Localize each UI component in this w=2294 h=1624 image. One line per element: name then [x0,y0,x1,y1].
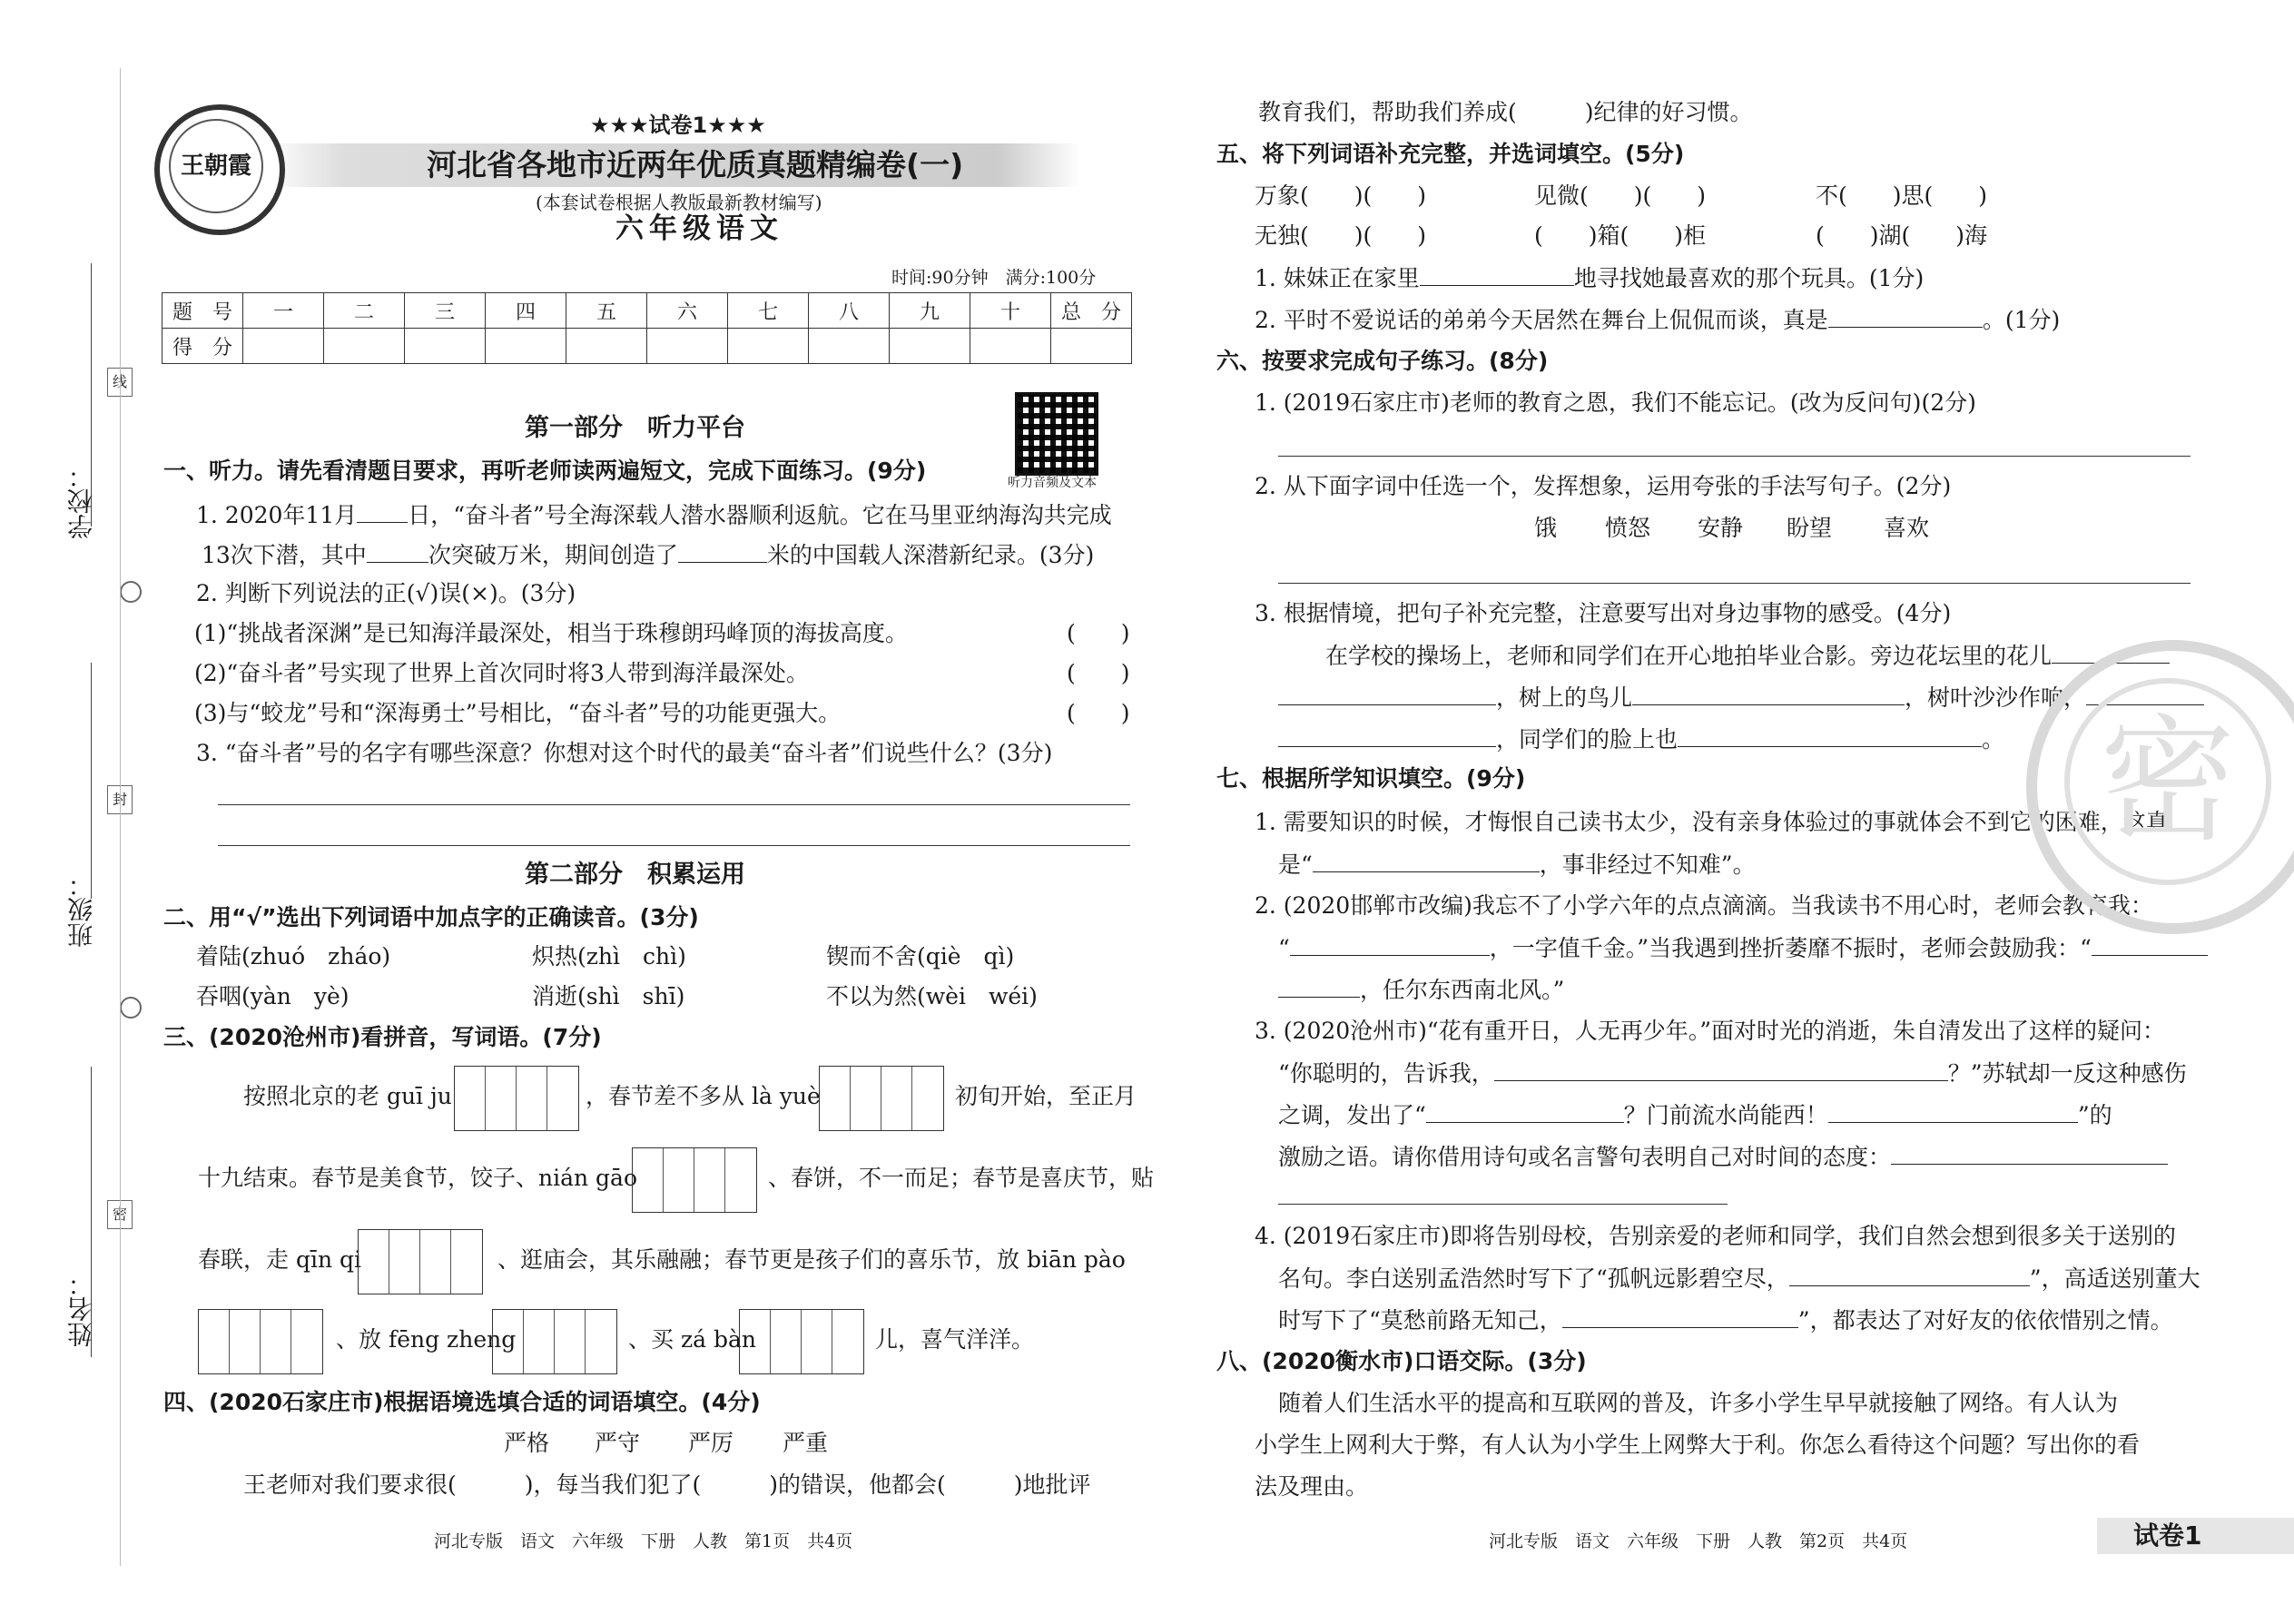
class-label: 班级： [66,871,96,948]
q7-3-text: “你聪明的，告诉我， [1278,1060,1494,1087]
question-4-heading: 四、(2020石家庄市)根据语境选填合适的词语填空。(4分) [163,1389,761,1415]
writing-grid[interactable] [492,1309,617,1374]
answer-line[interactable] [1278,1204,1728,1205]
blank-field[interactable] [1562,1305,1798,1328]
q7-2-text: ，一字值千金。”当我遇到挫折萎靡不振时，老师会鼓励我：“ [1489,935,2092,961]
score-cell: 三 [405,293,486,329]
q7-4-text: ”，都表达了对好友的依依惜别之情。 [1797,1307,2173,1334]
word-option: 安静 [1698,515,1744,541]
q1-3-text: 3. “奋斗者”号的名字有哪些深意？你想对这个时代的最美“奋斗者”们说些什么？(3分) [196,740,1053,766]
logo-text: 王朝霞 [169,119,263,213]
q6-2-text: 2. 从下面字词中任选一个，发挥想象，运用夸张的手法写句子。(2分) [1255,473,1952,499]
idiom-item[interactable]: 不( )思( ) [1816,182,1988,209]
q6-3-text: 。 [1982,726,2005,753]
q3-text: 按照北京的老 guī ju [243,1083,452,1109]
question-8-heading: 八、(2020衡水市)口语交际。(3分) [1216,1348,1587,1374]
q1-2-item: (1)“挑战者深渊”是已知海洋最深处，相当于珠穆朗玛峰顶的海拔高度。 [194,620,908,646]
question-2-heading: 二、用“√”选出下列词语中加点字的正确读音。(3分) [163,904,699,930]
q5-2-text: 。(1分) [1982,307,2061,333]
q5-2-text: 2. 平时不爱说话的弟弟今天居然在舞台上侃侃而谈，真是 [1255,307,1828,333]
answer-line[interactable] [218,804,1130,805]
word-option: 盼望 [1787,515,1833,541]
q3-text: ，春节差不多从 là yuè [586,1083,821,1109]
score-cell: 五 [566,293,647,329]
writing-grid[interactable] [819,1066,944,1131]
idiom-item[interactable]: ( )湖( )海 [1816,222,1988,249]
question-3-heading: 三、(2020沧州市)看拼音，写词语。(7分) [163,1024,602,1050]
q8-text: 随着人们生活水平的提高和互联网的普及，许多小学生早早就接触了网络。有人认为 [1278,1390,2119,1416]
q7-4-text: 4. (2019石家庄市)即将告别母校，告别亲爱的老师和同学，我们自然会想到很多关于送别的 [1255,1223,2176,1249]
blank-field[interactable] [1632,683,1905,705]
school-label: 学校： [66,463,96,539]
q1-1-text: 米的中国载人深潜新纪录。(3分) [766,542,1095,568]
word-option: 严守 [595,1430,641,1456]
q8-text: 小学生上网利大于弊，有人认为小学生上网弊大于利。你怎么看待这个问题？写出你的看 [1255,1432,2141,1458]
blank-field[interactable] [1278,683,1496,705]
blank-field[interactable] [1420,263,1574,286]
score-input[interactable] [728,329,809,364]
blank-field[interactable] [1828,305,1983,328]
score-input[interactable] [970,329,1051,364]
blank-field[interactable] [1313,850,1540,872]
part2-title: 第二部分 积累运用 [525,861,745,889]
score-cell: 九 [890,293,970,329]
q6-1-text: 1. (2019石家庄市)老师的教育之恩，我们不能忘记。(改为反问句)(2分) [1255,389,1976,416]
q1-1-text: 1. 2020年11月 [196,502,358,528]
page-subtitle: (本套试卷根据人教版最新教材编写) [536,192,822,213]
q7-3-text: 激励之语。请你借用诗句或名言警句表明自己对时间的态度： [1278,1144,1892,1170]
blank-field[interactable] [367,540,428,563]
pinyin-item[interactable]: 不以为然(wèi wéi) [826,983,1038,1009]
answer-line[interactable] [1278,456,2191,457]
q3-text: 、放 fēng zheng [336,1326,517,1353]
score-cell: 四 [486,293,566,329]
paper-tag: ★★★试卷1★★★ [590,113,766,138]
answer-paren[interactable]: ( ) [1067,700,1130,726]
q7-2-text: 2. (2020邯郸市改编)我忘不了小学六年的点点滴滴。当我读书不用心时，老师会教育我： [1255,892,2153,919]
margin-divider [120,68,121,1566]
seal-mark: 线 [107,368,133,397]
score-cell: 总 分 [1051,293,1132,329]
score-input[interactable] [647,329,728,364]
score-input[interactable] [486,329,566,364]
q4-continued: 教育我们，帮助我们养成( )纪律的好习惯。 [1258,99,1753,125]
q3-text: 儿，喜气洋洋。 [875,1326,1035,1353]
binding-hole-icon [120,581,142,603]
question-1-heading: 一、听力。请先看清题目要求，再听老师读两遍短文，完成下面练习。(9分) [163,458,927,484]
q6-3-text: 3. 根据情境，把句子补充完整，注意要写出对身边事物的感受。(4分) [1255,600,1952,626]
q6-3-text: ，树上的鸟儿 [1496,684,1633,711]
idiom-item[interactable]: 无独( )( ) [1255,222,1427,249]
blank-field[interactable] [1278,724,1496,747]
blank-field[interactable] [357,500,408,523]
q7-4-text: ”，高适送别董大 [2029,1265,2200,1292]
blank-field[interactable] [1426,1100,1624,1123]
word-option: 喜欢 [1884,515,1930,541]
question-7-heading: 七、根据所学知识填空。(9分) [1216,765,1526,792]
answer-line[interactable] [1278,583,2191,584]
question-5-heading: 五、将下列词语补充完整，并选词填空。(5分) [1216,141,1685,167]
blank-field[interactable] [1494,1058,1948,1081]
publisher-logo [154,104,285,235]
word-option: 愤怒 [1605,515,1651,541]
q7-2-text: “ [1278,935,1290,961]
writing-grid[interactable] [739,1309,864,1374]
pinyin-item[interactable]: 着陆(zhuó zháo) [196,943,391,969]
q1-2-item: (3)与“蛟龙”号和“深海勇士”号相比，“奋斗者”号的功能更强大。 [194,700,842,726]
q7-2-text: ，任尔东西南北风。” [1360,977,1565,1003]
q7-4-text: 时写下了“莫愁前路无知己， [1278,1307,1562,1334]
score-header-row [162,293,1132,329]
q1-2-text: 2. 判断下列说法的正(√)误(×)。(3分) [196,580,576,606]
qr-caption: 听力音频及文本 [1008,476,1097,490]
answer-paren[interactable]: ( ) [1067,660,1130,686]
blank-field[interactable] [1789,1264,2030,1286]
page-footer: 河北专版 语文 六年级 下册 人教 第1页 共4页 [434,1531,853,1551]
answer-paren[interactable]: ( ) [1067,620,1130,646]
page-title: 河北省各地市近两年优质真题精编卷(一) [427,147,964,182]
blank-field[interactable] [1678,724,1982,747]
pinyin-item[interactable]: 炽热(zhì chì) [532,943,686,969]
q3-text: 初旬开始，至正月 [955,1083,1137,1109]
pinyin-item[interactable]: 吞咽(yàn yè) [196,983,350,1009]
q1-2-item: (2)“奋斗者”号实现了世界上首次同时将3人带到海洋最深处。 [194,660,809,686]
score-input[interactable] [890,329,970,364]
word-option: 严格 [504,1430,550,1456]
q3-text: 、买 zá bàn [628,1326,756,1353]
q7-3-text: ”的 [2077,1102,2112,1128]
question-6-heading: 六、按要求完成句子练习。(8分) [1216,348,1549,374]
q7-3-text: ？”苏轼却一反这种感伤 [1947,1060,2187,1087]
q1-1-text: 日，“奋斗者”号全海深载人潜水器顺利返航。它在马里亚纳海沟共完成 [408,502,1112,528]
binding-line [91,663,92,899]
q3-text: 、逛庙会，其乐融融；春节更是孩子们的喜乐节，放 biān pào [497,1246,1126,1273]
subject-title: 六年级语文 [615,212,783,245]
score-cell: 二 [324,293,405,329]
q3-text: 春联，走 qīn qi [198,1246,361,1273]
part1-title: 第一部分 听力平台 [525,414,745,442]
q3-text: 十九结束。春节是美食节，饺子、nián gāo [198,1165,638,1191]
q4-text: 王老师对我们要求很( )，每当我们犯了( )的错误，他都会( )地批评 [243,1471,1091,1498]
q5-1-text: 1. 妹妹正在家里 [1255,265,1420,291]
qr-code-icon[interactable] [1015,392,1098,476]
word-option: 饿 [1534,515,1558,541]
writing-grid[interactable] [632,1147,757,1213]
blank-field[interactable] [1278,975,1360,998]
q7-3-text: ？门前流水尚能西！ [1623,1102,1828,1128]
q1-1-text: 13次下潜，其中 [202,542,367,568]
score-input[interactable] [405,329,486,364]
q6-3-text: 在学校的操场上，老师和同学们在开心地拍毕业合影。旁边花坛里的花儿 [1325,643,2053,669]
q7-1-text: 1. 需要知识的时候，才悔恨自己读书太少，没有亲身体验过的事就体会不到它的困难，这真 [1255,809,2169,835]
q3-text: 、春饼，不一而足；春节是喜庆节，贴 [768,1165,1155,1191]
score-input[interactable] [809,329,890,364]
blank-field[interactable] [1290,933,1490,956]
score-value-row [162,329,1132,364]
score-cell: 六 [647,293,728,329]
stamp-char: 密 [2064,678,2271,885]
pinyin-item[interactable]: 锲而不舍(qiè qì) [826,943,1015,969]
score-table [162,292,1132,364]
score-cell: 题 号 [162,293,243,329]
corner-tag-label: 试卷1 [2133,1521,2202,1550]
q6-3-text: ，同学们的脸上也 [1496,726,1679,753]
page-footer: 河北专版 语文 六年级 下册 人教 第2页 共4页 [1489,1531,1908,1551]
writing-grid[interactable] [454,1066,579,1131]
idiom-item[interactable]: 万象( )( ) [1255,182,1427,209]
blank-field[interactable] [1891,1142,2168,1165]
binding-hole-icon [120,997,142,1019]
q7-4-text: 名句。李白送别孟浩然时写下了“孤帆远影碧空尽， [1278,1265,1789,1292]
idiom-item[interactable]: ( )箱( )柜 [1534,222,1707,249]
idiom-item[interactable]: 见微( )( ) [1534,182,1707,209]
seal-mark: 密 [107,1200,133,1229]
score-cell: 十 [970,293,1051,329]
blank-field[interactable] [678,540,767,563]
score-cell: 一 [243,293,324,329]
seal-mark: 封 [107,785,133,814]
q7-3-text: 之调，发出了“ [1278,1102,1426,1128]
q1-1-text: 次突破万米，期间创造了 [428,542,678,568]
blank-field[interactable] [1828,1100,2078,1123]
blank-field[interactable] [2092,933,2208,956]
q8-text: 法及理由。 [1255,1473,1369,1500]
q5-1-text: 地寻找她最喜欢的那个玩具。(1分) [1573,265,1925,291]
score-cell: 七 [728,293,809,329]
score-cell: 得 分 [162,329,243,364]
writing-grid[interactable] [198,1309,323,1374]
time-score: 时间:90分钟 满分:100分 [891,268,1097,288]
answer-line[interactable] [218,845,1130,846]
q7-1-text: 是“ [1278,851,1313,878]
score-input[interactable] [566,329,647,364]
pinyin-item[interactable]: 消逝(shì shī) [532,983,685,1009]
word-option: 严重 [783,1430,829,1456]
score-input[interactable] [243,329,324,364]
writing-grid[interactable] [358,1229,483,1294]
q7-3-text: 3. (2020沧州市)“花有重开日，人无再少年。”面对时光的消逝，朱自清发出了这样的疑问： [1255,1018,2165,1044]
word-option: 严厉 [688,1430,734,1456]
name-label: 姓名： [66,1271,96,1347]
q6-3-text: ，树叶沙沙作响， [1905,684,2087,711]
score-cell: 八 [809,293,890,329]
score-input[interactable] [324,329,405,364]
score-input[interactable] [1051,329,1132,364]
q7-1-text: ，事非经过不知难”。 [1539,851,1756,878]
